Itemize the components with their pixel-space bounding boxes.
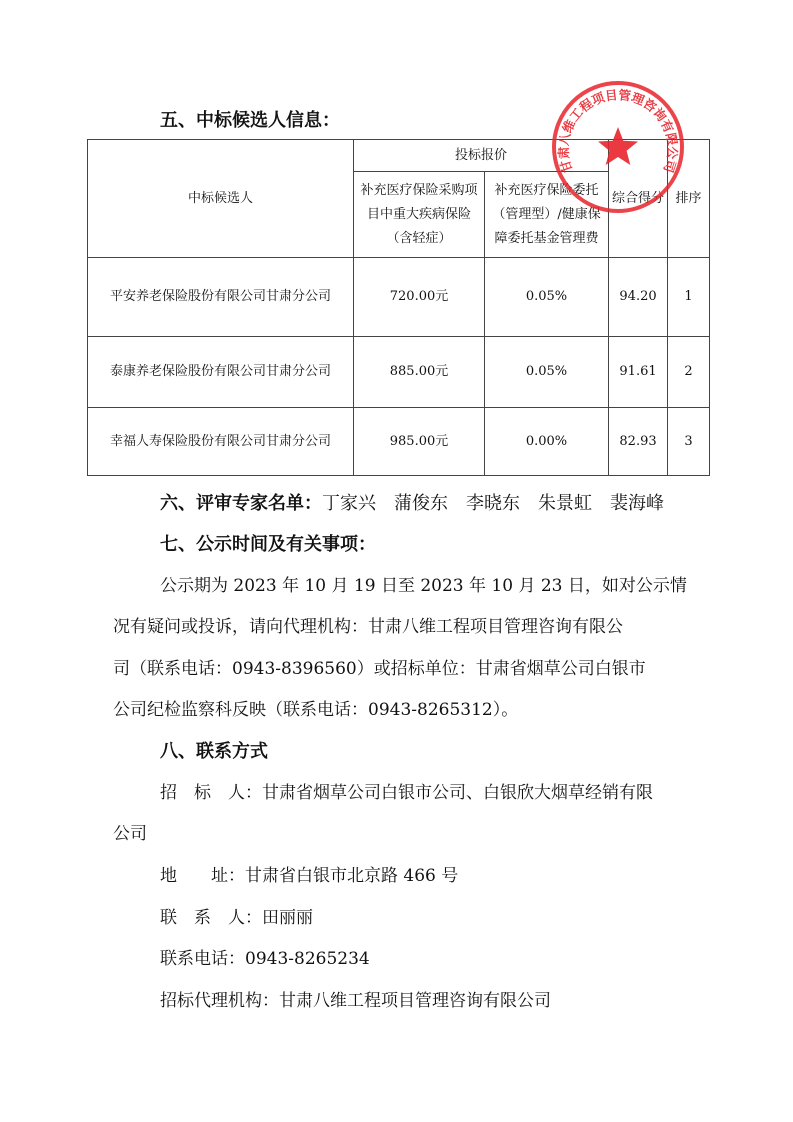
section8-title: 八、联系方式: [160, 741, 268, 762]
header-price1: 补充医疗保险采购项目中重大疾病保险（含轻症）: [354, 172, 485, 258]
price2-value: 0.00%: [485, 408, 609, 476]
section7-line: 公司纪检监察科反映（联系电话：0943-8265312）。: [113, 700, 519, 720]
phone-line: 联系电话：0943-8265234: [160, 949, 370, 969]
section7-line: 司（联系电话：0943-8396560）或招标单位：甘肃省烟草公司白银市: [113, 659, 646, 679]
agency-line: 招标代理机构：甘肃八维工程项目管理咨询有限公司: [160, 991, 551, 1011]
contact-line: 联 系 人：田丽丽: [160, 908, 313, 928]
section7-line: 况有疑问或投诉，请向代理机构：甘肃八维工程项目管理咨询有限公: [113, 617, 623, 637]
tenderer-line: 公司: [113, 824, 147, 844]
section7-line: 公示期为 2023 年 10 月 19 日至 2023 年 10 月 23 日，如对公示情: [160, 576, 687, 596]
candidate-name: 幸福人寿保险股份有限公司甘肃分公司: [88, 408, 354, 476]
candidate-name: 平安养老保险股份有限公司甘肃分公司: [88, 258, 354, 337]
rank-value: 2: [668, 337, 710, 408]
rank-value: 1: [668, 258, 710, 337]
section6-title: 六、评审专家名单：: [160, 493, 322, 514]
header-rank: 排序: [668, 140, 710, 258]
rank-value: 3: [668, 408, 710, 476]
header-bid-group: 投标报价: [354, 140, 609, 172]
section6: [160, 489, 664, 515]
section5-title: 五、中标候选人信息：: [160, 110, 340, 131]
candidate-name: 泰康养老保险股份有限公司甘肃分公司: [88, 337, 354, 408]
price1-value: 885.00元: [354, 337, 485, 408]
official-seal: [548, 77, 688, 217]
header-score: 综合得分: [609, 140, 668, 258]
table-row: [88, 408, 710, 476]
score-value: 82.93: [609, 408, 668, 476]
seal-text: 甘肃八维工程项目管理咨询有限公司: [555, 87, 681, 175]
table-row: [88, 258, 710, 337]
section7-title: 七、公示时间及有关事项：: [160, 534, 376, 555]
price1-value: 985.00元: [354, 408, 485, 476]
header-price2: 补充医疗保险委托（管理型）/健康保障委托基金管理费: [485, 172, 609, 258]
table-row: [88, 337, 710, 408]
header-candidate: 中标候选人: [88, 140, 354, 258]
score-value: 91.61: [609, 337, 668, 408]
address-line: 地 址：甘肃省白银市北京路 466 号: [160, 866, 459, 886]
price1-value: 720.00元: [354, 258, 485, 337]
price2-value: 0.05%: [485, 258, 609, 337]
expert-list: 丁家兴 蒲俊东 李晓东 朱景虹 裴海峰: [322, 493, 664, 514]
seal-star-icon: [598, 127, 638, 165]
score-value: 94.20: [609, 258, 668, 337]
tenderer-line: 招 标 人：甘肃省烟草公司白银市公司、白银欣大烟草经销有限: [160, 783, 653, 803]
price2-value: 0.05%: [485, 337, 609, 408]
